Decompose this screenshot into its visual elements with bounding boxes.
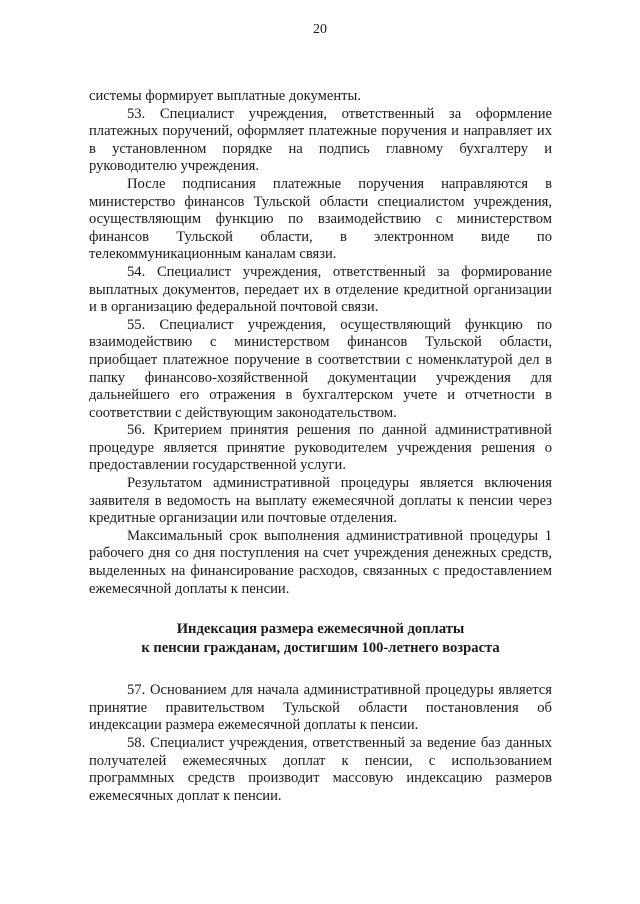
section-heading xyxy=(89,620,552,658)
paragraph-56-result: Результатом административной процедуры является включения заявителя в ведомость на выплату ежемесячной доплаты к пенсии через кредитные организации или почтовые отделения. xyxy=(89,475,552,527)
paragraph-55: 55. Специалист учреждения, осуществляющий функцию по взаимодействию с министерством финансов Тульской области, приобщает платежное поручение в соответствии с номенклатурой дел в папку финансово-хозяйственной документации учреждения для дальнейшего его отражения в бухгалтерском учете и отчетности в соответствии с действующим законодательством. xyxy=(89,316,552,421)
section-heading-line-1: Индексация размера ежемесячной доплаты xyxy=(176,621,465,638)
paragraph-53: 53. Специалист учреждения, ответственный за оформление платежных поручений, оформляет платежные поручения и направляет их в установленном порядке на подпись главному бухгалтеру и руководителю учреждения. xyxy=(89,105,552,175)
paragraph-54: 54. Специалист учреждения, ответственный за формирование выплатных документов, передает их в отделение кредитной организации и в организацию федеральной почтовой связи. xyxy=(89,263,552,316)
document-body xyxy=(89,88,552,805)
paragraph-58: 58. Специалист учреждения, ответственный за ведение баз данных получателей ежемесячных доплат к пенсии, с использованием программных средств производит массовую индексацию размеров ежемесячных доплат к пенсии. xyxy=(89,735,552,804)
section-heading-line-2: к пенсии гражданам, достигшим 100-летнего возраста xyxy=(141,640,500,657)
page-number: 20 xyxy=(313,22,327,37)
paragraph-continuation: системы формирует выплатные документы. xyxy=(89,88,361,104)
paragraph-57: 57. Основанием для начала административной процедуры является принятие правительством Тульской области постановления об индексации размера ежемесячной доплаты к пенсии. xyxy=(89,682,552,734)
paragraph-56-deadline: Максимальный срок выполнения административной процедуры 1 рабочего дня со дня поступления на счет учреждения денежных средств, выделенных на финансирование расходов, связанных с предоставлением ежемесячной доплаты к пенсии. xyxy=(89,527,552,597)
paragraph-53-continued: После подписания платежные поручения направляются в министерство финансов Тульской области специалистом учреждения, осуществляющим функцию по взаимодействию с министерством финансов Тульской области, в электронном виде по телекоммуникационным каналам связи. xyxy=(89,175,552,263)
paragraph-56: 56. Критерием принятия решения по данной административной процедуре является принятие руководителем учреждения решения о предоставлении государственной услуги. xyxy=(89,422,552,474)
